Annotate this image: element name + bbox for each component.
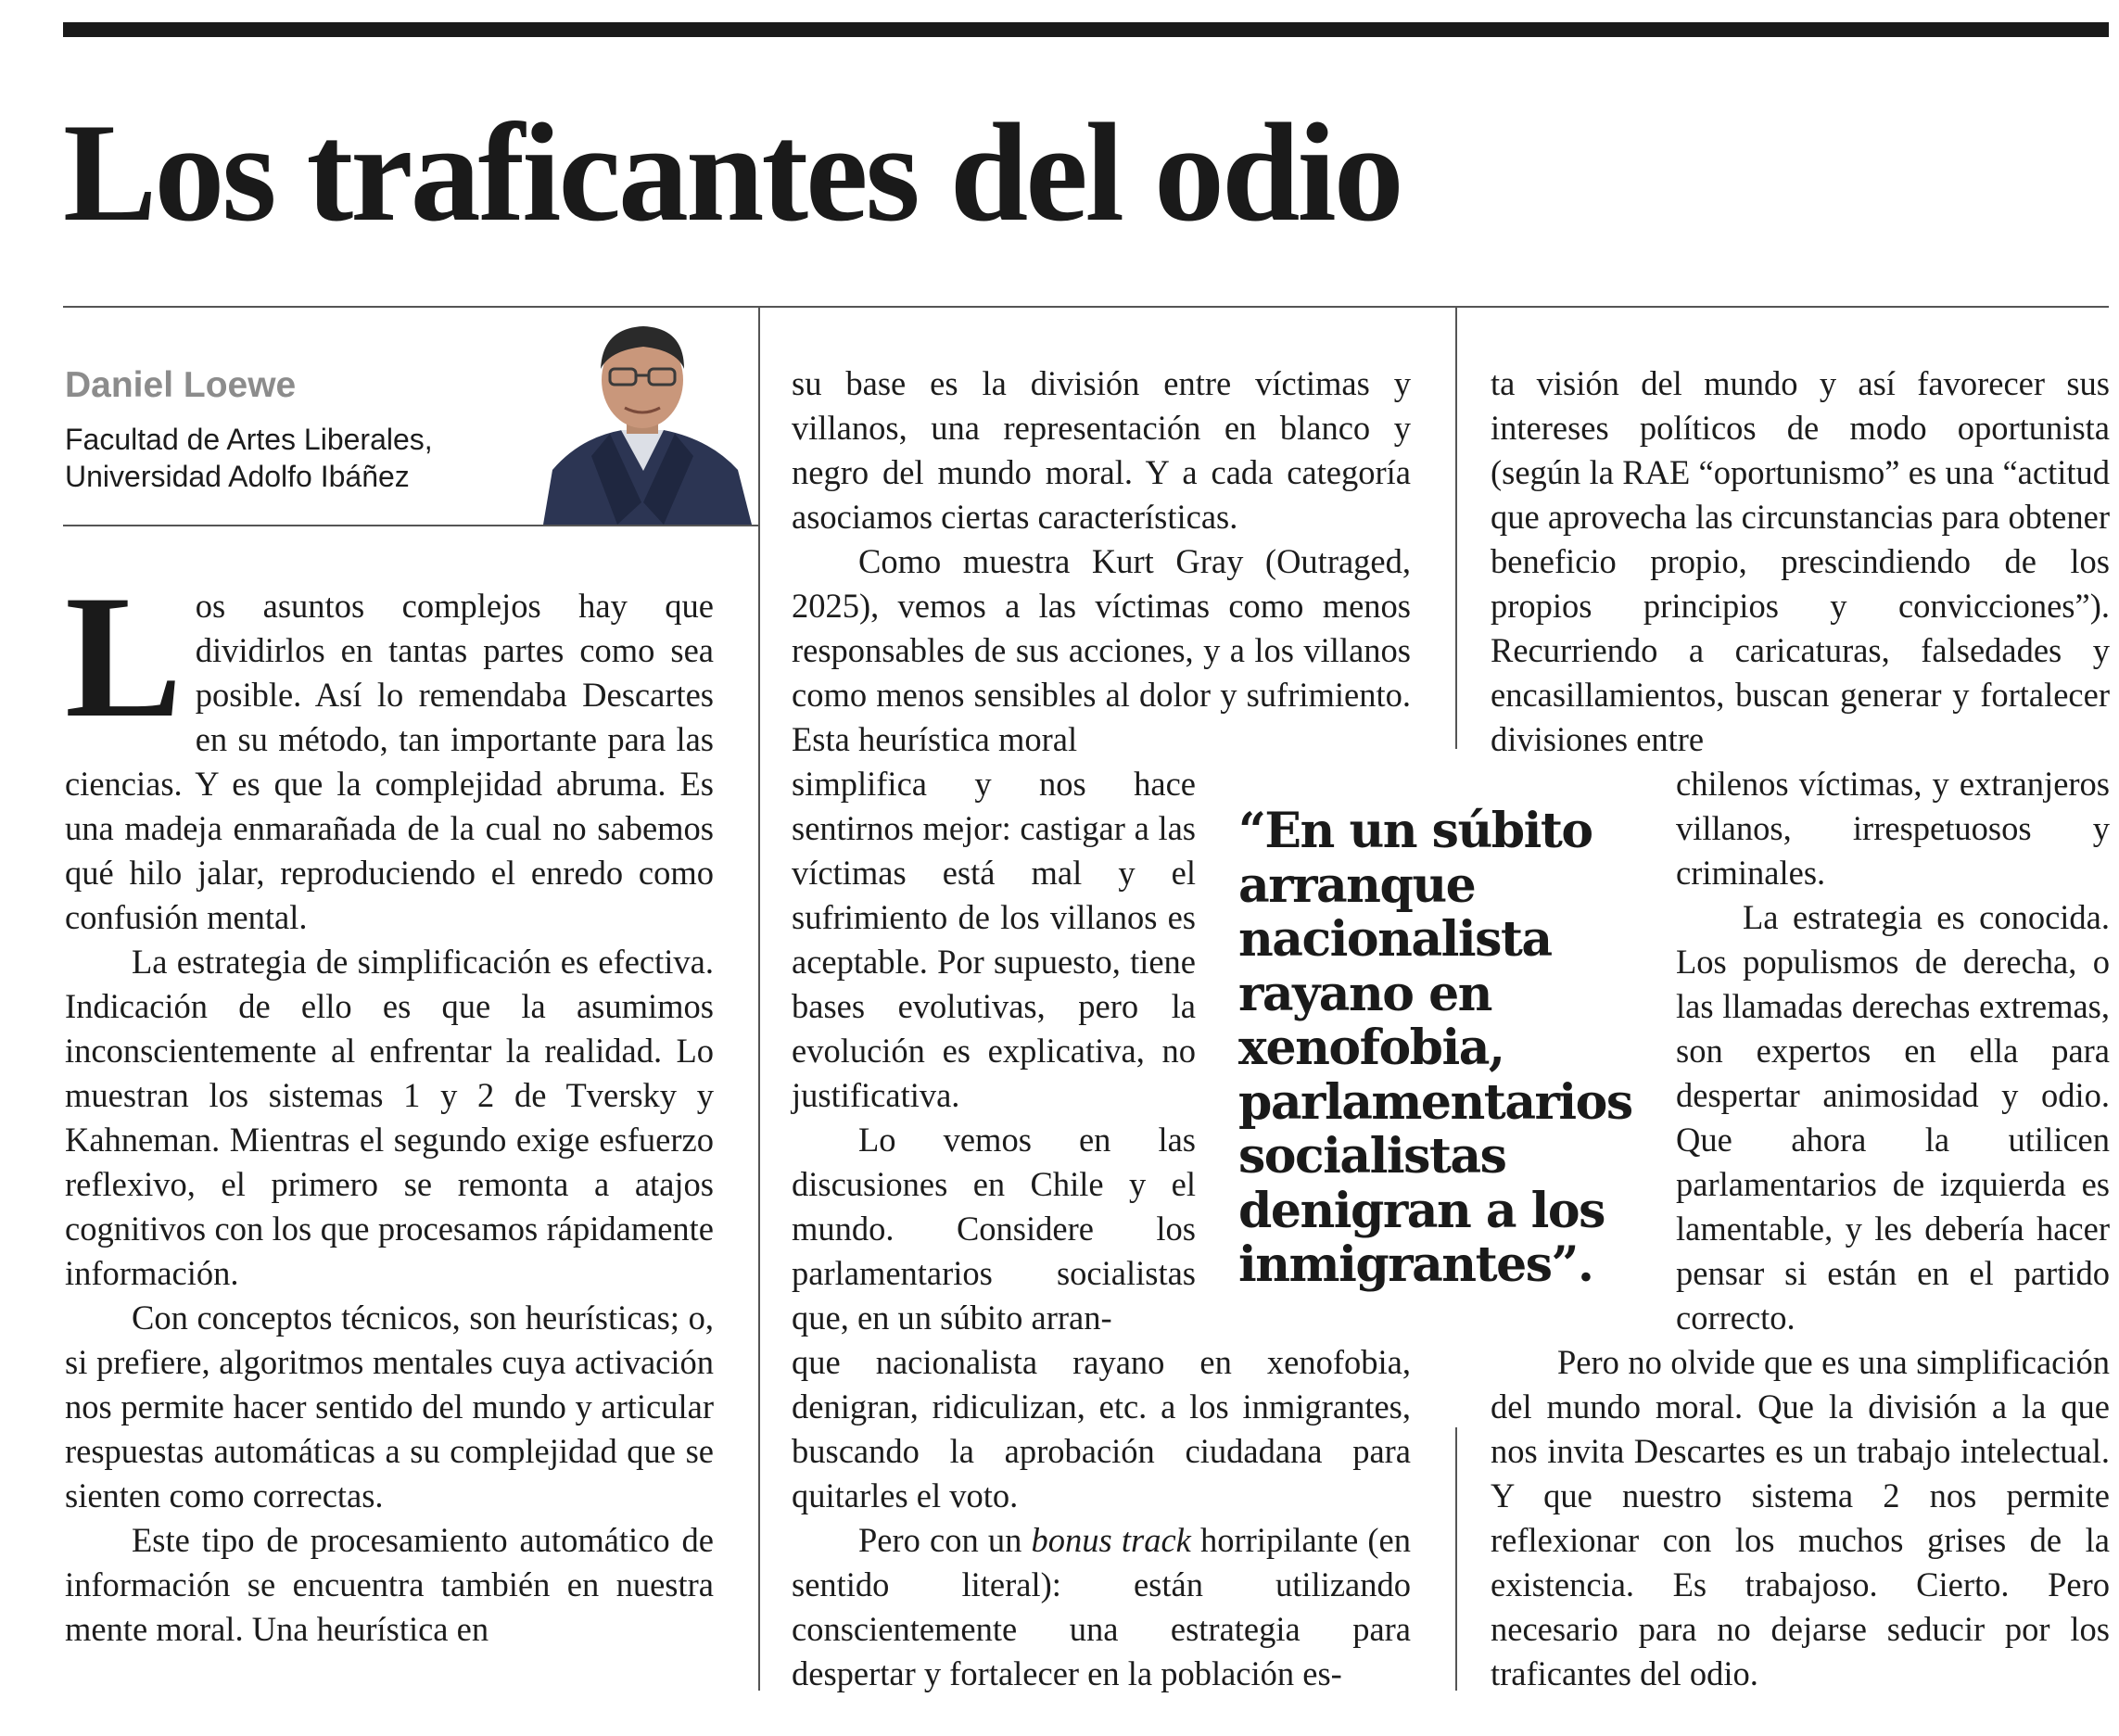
column-divider [1455, 1427, 1457, 1691]
paragraph: Con conceptos técnicos, son heurísticas; o, si prefiere, algoritmos mentales cuya activación nos permite hacer sentido del mundo y articular respuestas automáticas a su complejidad que se sienten como correctas. [65, 1299, 714, 1514]
paragraph: Este tipo de procesamiento automático de información se encuentra también en nuestra mente moral. Una heurística en [65, 1521, 714, 1648]
author-name: Daniel Loewe [65, 365, 297, 405]
column-divider [1455, 308, 1457, 749]
author-photo [525, 308, 758, 525]
affiliation-line: Universidad Adolfo Ibáñez [65, 460, 410, 493]
article-column-3-bottom [1491, 1340, 2110, 1696]
article-column-3-narrow [1676, 762, 2110, 1340]
column-divider [758, 308, 760, 1691]
article-column-2-top [792, 361, 1411, 762]
paragraph: su base es la división entre víctimas y villanos, una representación en blanco y negro del mundo moral. Y a cada categoría asociamos ciertas características. [792, 364, 1411, 536]
paragraph: que nacionalista rayano en xenofobia, denigran, ridiculizan, etc. a los inmigrantes, buscando la aprobación ciudadana para quitarles el voto. [792, 1343, 1411, 1514]
article-column-1 [65, 560, 714, 1652]
paragraph: Como muestra Kurt Gray (Outraged, 2025), vemos a las víctimas como menos responsables de sus acciones, y a los villanos como menos sensibles al dolor y sufrimiento. Esta heurística moral [792, 542, 1411, 758]
author-rule [63, 525, 758, 526]
paragraph: La estrategia es conocida. Los populismos de derecha, o las llamadas derechas extremas, son expertos en ella para despertar animosidad y odio. Que ahora la utilicen parlamentarios de izquierda es lamentable, y les debería hacer pensar si están en el partido correcto. [1676, 898, 2110, 1337]
paragraph: Lo vemos en las discusiones en Chile y el mundo. Considere los parlamentarios socialistas que, en un súbito arran- [792, 1121, 1196, 1337]
paragraph: Los asuntos complejos hay que dividirlos en tantas partes como sea posible. Así lo remendaba Descartes en su método, tan importante para las ciencias. Y es que la complejidad abruma. Es una madeja enmarañada de la cual no sabemos qué hilo jalar, reproduciendo el enredo como confusión mental. [65, 560, 714, 936]
paragraph: Pero con un bonus track horripilante (en sentido literal): están utilizando conscientemente una estrategia para despertar y fortalecer en la población es- [792, 1521, 1412, 1692]
article-column-2-narrow [792, 762, 1196, 1340]
paragraph: ta visión del mundo y así favorecer sus intereses políticos de modo oportunista (según la RAE “oportunismo” es una “actitud que aprovecha las circunstancias para obtener beneficio propio, prescindiendo de los propios principios y convicciones”). Recurriendo a caricaturas, falsedades y encasillamientos, buscan generar y fortalecer divisiones entre [1491, 364, 2110, 758]
paragraph: simplifica y nos hace sentirnos mejor: castigar a las víctimas está mal y el sufrimiento de los villanos es aceptable. Por supuesto, tiene bases evolutivas, pero la evolución es explicativa, no justificativa. [792, 765, 1196, 1114]
dropcap: L [65, 560, 183, 754]
paragraph: Pero no olvide que es una simplificación del mundo moral. Que la división a la que nos invita Descartes es un trabajo intelectual. Y que nuestro sistema 2 nos permite reflexionar con los muchos grises de la existencia. Es trabajoso. Cierto. Pero necesario para no dejarse seducir por los traficantes del odio. [1491, 1343, 2110, 1692]
article-column-2-bottom [792, 1340, 1411, 1696]
headline-rule [63, 306, 2109, 308]
headline: Los traficantes del odio [63, 95, 1402, 250]
top-rule [63, 22, 2109, 37]
affiliation-line: Facultad de Artes Liberales, [65, 423, 433, 456]
article-column-3-top [1491, 361, 2110, 762]
author-affiliation [65, 421, 433, 495]
paragraph: chilenos víctimas, y extranjeros villanos, irrespetuosos y criminales. [1676, 765, 2110, 892]
pull-quote: “En un súbito arranque nacionalista rayano en xenofobia, parlamentarios socialistas denigran a los inmigrantes”. [1238, 803, 1632, 1293]
paragraph: La estrategia de simplificación es efectiva. Indicación de ello es que la asumimos inconscientemente al enfrentar la realidad. Lo muestran los sistemas 1 y 2 de Tversky y Kahneman. Mientras el segundo exige esfuerzo reflexivo, el primero se remonta a atajos cognitivos con los que procesamos rápidamente información. [65, 943, 714, 1292]
